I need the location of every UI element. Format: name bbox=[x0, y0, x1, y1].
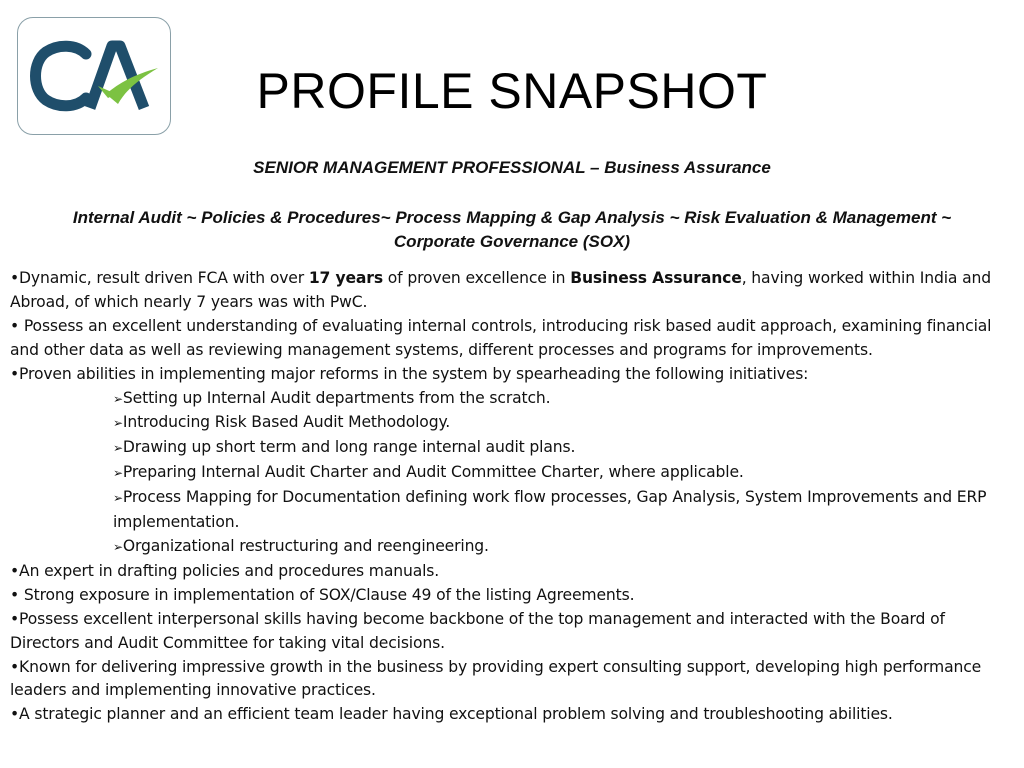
bullet-interpersonal: •Possess excellent interpersonal skills having become backbone of the top management and interacted with the Board of Directors and Audit Committee for taking vital decisions. bbox=[10, 609, 945, 652]
arrow-bullet-icon: ➢ bbox=[113, 416, 123, 431]
initiative-text: Process Mapping for Documentation defining work flow processes, Gap Analysis, System Improvements and ERP implementation. bbox=[113, 488, 987, 532]
initiative-text: Setting up Internal Audit departments from the scratch. bbox=[122, 388, 551, 407]
initiative-text: Drawing up short term and long range internal audit plans. bbox=[122, 438, 576, 457]
arrow-bullet-icon: ➢ bbox=[113, 441, 123, 456]
arrow-bullet-icon: ➢ bbox=[113, 391, 123, 406]
years-highlight: 17 years bbox=[308, 269, 383, 287]
bullet-growth: •Known for delivering impressive growth in the business by providing expert consulting support, developing high performance leaders and implementing innovative practices. bbox=[10, 657, 982, 700]
profile-body bbox=[10, 267, 1010, 727]
bullet-text: , having worked within India and Abroad, of which nearly 7 years was with PwC. bbox=[10, 269, 991, 311]
domain-highlight: Business Assurance bbox=[570, 269, 742, 287]
bullet-reforms: •Proven abilities in implementing major reforms in the system by spearheading the following initiatives: bbox=[10, 364, 809, 383]
arrow-bullet-icon: ➢ bbox=[113, 466, 123, 481]
arrow-bullet-icon: ➢ bbox=[113, 539, 123, 554]
initiative-text: Organizational restructuring and reengineering. bbox=[122, 536, 489, 555]
bullet-leadership: •A strategic planner and an efficient team leader having exceptional problem solving and troubleshooting abilities. bbox=[10, 705, 893, 724]
bullet-policies: •An expert in drafting policies and procedures manuals. bbox=[10, 561, 440, 580]
initiative-item bbox=[10, 486, 1010, 535]
arrow-bullet-icon: ➢ bbox=[113, 491, 123, 506]
bullet-text: •Dynamic, result driven FCA with over bbox=[10, 269, 309, 287]
role-subtitle bbox=[40, 158, 984, 178]
initiative-text: Introducing Risk Based Audit Methodology. bbox=[122, 413, 451, 432]
initiative-item bbox=[10, 411, 1010, 436]
initiative-item bbox=[10, 461, 1010, 486]
bullet-internal-controls: • Possess an excellent understanding of evaluating internal controls, introducing risk based audit approach, examining financial and other data as well as reviewing management systems, different processes and programs for improvements. bbox=[10, 316, 992, 359]
bullet-sox: • Strong exposure in implementation of SOX/Clause 49 of the listing Agreements. bbox=[10, 585, 635, 604]
role-title: SENIOR MANAGEMENT PROFESSIONAL – bbox=[253, 158, 605, 177]
bullet-experience bbox=[10, 267, 1010, 315]
bullet-text: of proven excellence in bbox=[382, 269, 571, 287]
initiative-text: Preparing Internal Audit Charter and Audit Committee Charter, where applicable. bbox=[122, 463, 744, 482]
initiative-item bbox=[10, 436, 1010, 461]
initiative-item bbox=[10, 535, 1010, 560]
skills-line: Internal Audit ~ Policies & Procedures~ Process Mapping & Gap Analysis ~ Risk Evaluation & Management ~ Corporate Governance (SOX) bbox=[72, 208, 952, 251]
page-title: PROFILE SNAPSHOT bbox=[256, 63, 768, 119]
role-area: Business Assurance bbox=[604, 158, 771, 177]
initiative-item bbox=[10, 387, 1010, 412]
